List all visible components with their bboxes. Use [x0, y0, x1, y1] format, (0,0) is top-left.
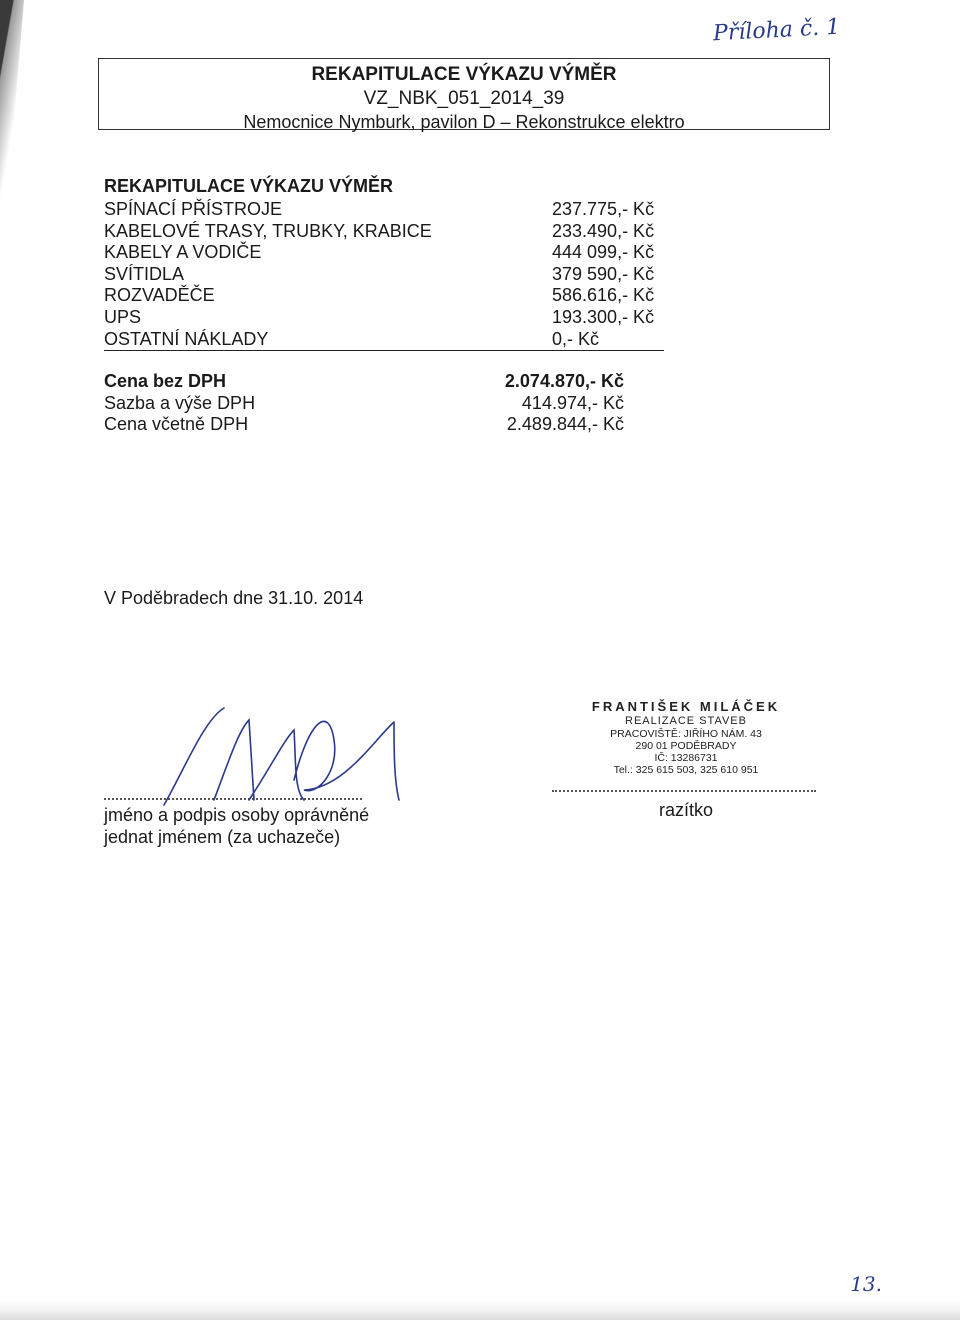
header-subtitle: Nemocnice Nymburk, pavilon D – Rekonstrukce elektro: [243, 112, 685, 132]
net-price-row: [104, 371, 664, 393]
stamp-block: [552, 700, 820, 821]
gross-price-label: Cena včetně DPH: [104, 414, 249, 435]
page-number: 13.: [850, 1272, 882, 1296]
row-value: 379 590,- Kč: [552, 263, 655, 284]
row-value: 586.616,- Kč: [552, 285, 655, 306]
row-value: 233.490,- Kč: [552, 220, 655, 241]
vat-row: [104, 393, 664, 415]
row-value: 237.775,- Kč: [552, 199, 655, 219]
row-label: UPS: [104, 306, 142, 327]
stamp-line: PRACOVIŠTĚ: JIŘÍHO NÁM. 43: [610, 727, 762, 740]
company-stamp: [552, 700, 820, 776]
header-title: REKAPITULACE VÝKAZU VÝMĚR: [311, 64, 617, 85]
signature-caption-line2: jednat jménem (za uchazeče): [104, 827, 341, 847]
vat-value: 414.974,- Kč: [521, 392, 624, 413]
vat-label: Sazba a výše DPH: [104, 392, 256, 413]
date-line: V Poděbradech dne 31.10. 2014: [104, 588, 364, 608]
summary-title: REKAPITULACE VÝKAZU VÝMĚR: [104, 176, 394, 196]
summary-row: [104, 221, 664, 243]
summary-row: [104, 307, 664, 329]
header-code: VZ_NBK_051_2014_39: [363, 88, 565, 109]
summary-row: [104, 329, 664, 352]
stamp-name: FRANTIŠEK MILÁČEK: [591, 699, 781, 714]
net-price-value: 2.074.870,- Kč: [504, 371, 624, 391]
stamp-line: IČ: 13286731: [654, 751, 718, 764]
summary-section: [104, 176, 664, 351]
row-label: OSTATNÍ NÁKLADY: [104, 328, 269, 349]
summary-row: [104, 264, 664, 286]
totals-section: [104, 371, 664, 436]
row-label: KABELOVÉ TRASY, TRUBKY, KRABICE: [104, 220, 432, 241]
signature-caption-line1: jméno a podpis osoby oprávněné: [104, 805, 370, 825]
handwritten-signature: [144, 700, 424, 810]
stamp-line: REALIZACE STAVEB: [625, 714, 747, 727]
summary-row: [104, 199, 664, 221]
row-value: 444 099,- Kč: [552, 242, 655, 263]
signature-caption: [104, 804, 404, 848]
scan-edge: [0, 0, 24, 200]
row-label: KABELY A VODIČE: [104, 242, 262, 263]
stamp-dotted-line: [552, 790, 816, 792]
row-value: 193.300,- Kč: [552, 306, 655, 327]
summary-row: [104, 285, 664, 307]
scan-bottom-edge: [0, 1300, 960, 1320]
gross-price-value: 2.489.844,- Kč: [506, 414, 624, 435]
signature-block: [104, 700, 404, 848]
stamp-line: Tel.: 325 615 503, 325 610 951: [613, 763, 759, 776]
row-label: ROZVADĚČE: [104, 285, 215, 306]
gross-price-row: [104, 414, 664, 436]
stamp-line: 290 01 PODĚBRADY: [635, 739, 737, 752]
row-label: SVÍTIDLA: [104, 263, 185, 284]
net-price-label: Cena bez DPH: [104, 371, 227, 391]
summary-row: [104, 242, 664, 264]
annex-handwritten-note: Příloha č. 1: [712, 14, 841, 47]
row-value: 0,- Kč: [552, 328, 600, 349]
row-label: SPÍNACÍ PŘÍSTROJE: [104, 199, 283, 219]
header-box: [98, 58, 830, 130]
stamp-caption: razítko: [658, 799, 714, 820]
